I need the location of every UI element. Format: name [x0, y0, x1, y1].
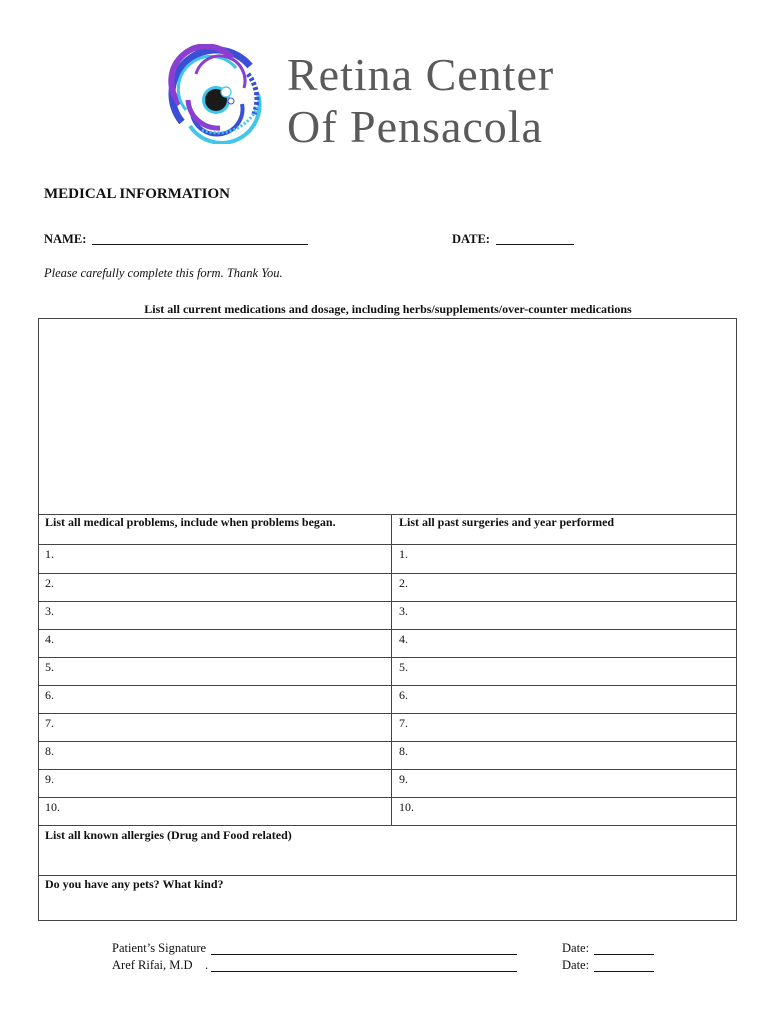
table-divider: [38, 741, 737, 742]
brand-name-line2: Of Pensacola: [287, 101, 543, 152]
name-label: NAME:: [44, 232, 87, 246]
problem-row[interactable]: 7.: [45, 716, 54, 730]
problem-row[interactable]: 5.: [45, 660, 54, 674]
surgery-row[interactable]: 5.: [399, 660, 408, 674]
problem-row[interactable]: 4.: [45, 632, 54, 646]
name-field[interactable]: [92, 232, 308, 245]
allergies-label[interactable]: List all known allergies (Drug and Food related): [45, 828, 292, 842]
surgery-row[interactable]: 9.: [399, 772, 408, 786]
surgery-row[interactable]: 4.: [399, 632, 408, 646]
table-divider: [38, 875, 737, 876]
surgery-row[interactable]: 1.: [399, 547, 408, 561]
patient-signature-field[interactable]: [211, 942, 517, 955]
problem-row[interactable]: 2.: [45, 576, 54, 590]
problem-row[interactable]: 8.: [45, 744, 54, 758]
medications-field[interactable]: [38, 318, 737, 514]
patient-signature-label: Patient’s Signature: [112, 941, 207, 955]
pets-label[interactable]: Do you have any pets? What kind?: [45, 877, 224, 891]
problem-row[interactable]: 6.: [45, 688, 54, 702]
date-label: DATE:: [452, 232, 490, 246]
surgery-row[interactable]: 3.: [399, 604, 408, 618]
problem-row[interactable]: 1.: [45, 547, 54, 561]
table-divider: [38, 573, 737, 574]
table-divider: [38, 685, 737, 686]
table-divider: [38, 797, 737, 798]
doctor-signature-label: Aref Rifai, M.D: [112, 958, 193, 972]
brand-name-line1: Retina Center: [287, 49, 555, 100]
date-field[interactable]: [496, 232, 574, 245]
surgeries-column-header: List all past surgeries and year performed: [399, 515, 615, 529]
problems-column-header: List all medical problems, include when problems began.: [45, 515, 336, 529]
table-divider: [38, 601, 737, 602]
table-divider: [38, 713, 737, 714]
surgery-row[interactable]: 2.: [399, 576, 408, 590]
table-divider: [38, 825, 737, 826]
column-divider: [391, 514, 392, 825]
surgery-row[interactable]: 8.: [399, 744, 408, 758]
problem-row[interactable]: 9.: [45, 772, 54, 786]
medications-heading: List all current medications and dosage, including herbs/supplements/over-counter medications: [144, 302, 632, 316]
surgery-row[interactable]: 7.: [399, 716, 408, 730]
surgery-row[interactable]: 6.: [399, 688, 408, 702]
problem-row[interactable]: 3.: [45, 604, 54, 618]
table-divider: [38, 544, 737, 545]
doctor-signature-field[interactable]: [211, 959, 517, 972]
table-divider: [38, 769, 737, 770]
patient-date-label: Date:: [562, 941, 590, 955]
surgery-row[interactable]: 10.: [399, 800, 414, 814]
doctor-signature-dot: .: [205, 958, 209, 972]
problem-row[interactable]: 10.: [45, 800, 60, 814]
page-title: MEDICAL INFORMATION: [44, 186, 230, 202]
retina-center-logo: [162, 44, 272, 144]
doctor-date-label: Date:: [562, 958, 590, 972]
patient-date-field[interactable]: [594, 942, 654, 955]
table-divider: [38, 629, 737, 630]
doctor-date-field[interactable]: [594, 959, 654, 972]
table-divider: [38, 657, 737, 658]
instruction-text: Please carefully complete this form. Thank You.: [44, 266, 283, 280]
